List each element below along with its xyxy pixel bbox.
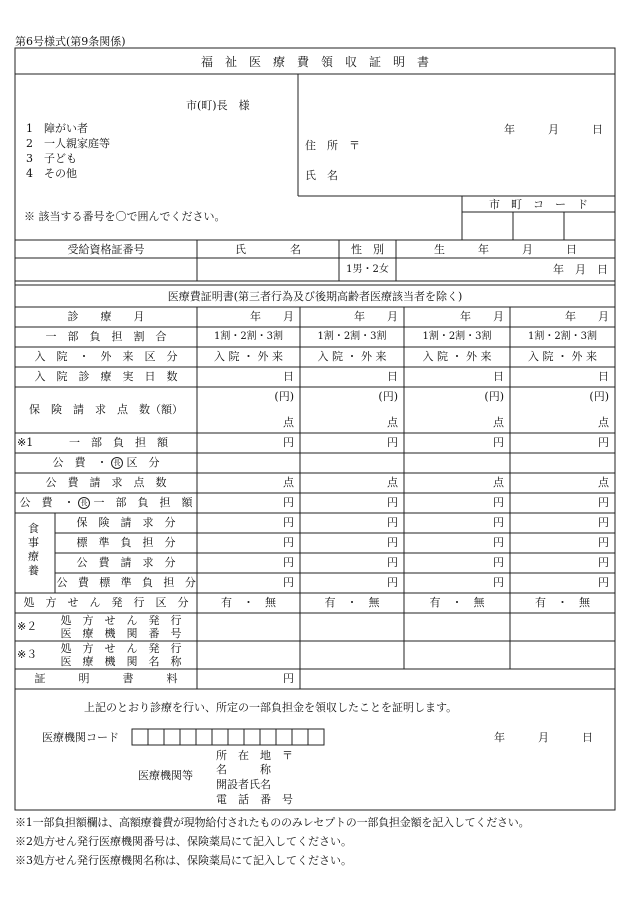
sex-header: 性 別	[351, 243, 384, 256]
note-ref-2: ※２	[17, 620, 38, 633]
institution-name: 名 称	[216, 763, 271, 776]
public-burden-cell[interactable]: 円	[387, 496, 398, 509]
month-cell[interactable]: 年 月	[565, 310, 609, 323]
certify-statement: 上記のとおり診療を行い、所定の一部負担金を領収したことを証明します。	[84, 701, 458, 714]
meal-standard-cell[interactable]: 円	[387, 536, 398, 549]
points-yen-cell[interactable]: (円)	[589, 390, 609, 403]
footnote-1: ※1一部負担額欄は、高額療養費が現物給付されたもののみレセプトの一部負担金額を記入してください。	[15, 816, 530, 829]
burden-cell[interactable]: 円	[493, 436, 504, 449]
public-burden-cell[interactable]: 円	[493, 496, 504, 509]
row-label-rx3-b: 医 療 機 関 名 称	[60, 655, 182, 668]
visit-cell[interactable]: 入 院 ・ 外 来	[528, 350, 597, 363]
name-label: 氏 名	[305, 169, 338, 182]
medical-cert-title: 医療費証明書(第三者行為及び後期高齢者医療該当者を除く)	[167, 290, 463, 303]
sex-value[interactable]: 1男・2女	[346, 264, 389, 275]
meal-group-label: 食事療養	[28, 522, 39, 577]
long-term-mark: 長	[78, 497, 90, 509]
burden-cell[interactable]: 円	[598, 436, 609, 449]
row-label-meal-public-standard: 公 費 標 準 負 担 分	[56, 576, 196, 589]
cert-fee-unit[interactable]: 円	[283, 672, 294, 685]
public-points-cell[interactable]: 点	[493, 476, 504, 489]
row-label-public-points: 公 費 請 求 点 数	[45, 476, 167, 489]
points-cell[interactable]: 点	[493, 416, 504, 429]
ratio-cell[interactable]: 1割・2割・3割	[527, 331, 598, 342]
meal-public-standard-cell[interactable]: 円	[493, 576, 504, 589]
points-yen-cell[interactable]: (円)	[274, 390, 294, 403]
meal-insurance-cell[interactable]: 円	[598, 516, 609, 529]
burden-cell[interactable]: 円	[387, 436, 398, 449]
points-cell[interactable]: 点	[598, 416, 609, 429]
institution-founder: 開設者氏名	[216, 778, 271, 791]
issue-date-label[interactable]: 年 月 日	[504, 123, 603, 136]
city-code-label: 市 町 コ ー ド	[489, 198, 588, 211]
row-label-public-burden: 公 費 ・ 長 一 部 負 担 額	[19, 496, 193, 509]
category-item[interactable]: 2 一人親家庭等	[26, 137, 110, 150]
month-cell[interactable]: 年 月	[354, 310, 398, 323]
rx-issue-cell[interactable]: 有 ・ 無	[429, 596, 485, 609]
form-number: 第6号様式(第9条関係)	[15, 35, 126, 48]
certify-date[interactable]: 年 月 日	[494, 731, 593, 744]
public-points-cell[interactable]: 点	[598, 476, 609, 489]
row-label-rx2-b: 医 療 機 関 番 号	[60, 627, 182, 640]
row-label-rx3-a: 処 方 せ ん 発 行	[60, 642, 182, 655]
meal-standard-cell[interactable]: 円	[493, 536, 504, 549]
category-item[interactable]: 4 その他	[26, 167, 77, 180]
days-cell[interactable]: 日	[598, 370, 609, 383]
public-points-cell[interactable]: 点	[283, 476, 294, 489]
visit-cell[interactable]: 入 院 ・ 外 来	[214, 350, 283, 363]
institution-code-label: 医療機関コード	[42, 731, 119, 744]
public-burden-cell[interactable]: 円	[283, 496, 294, 509]
birth-value[interactable]: 年 月 日	[553, 263, 608, 276]
public-burden-cell[interactable]: 円	[598, 496, 609, 509]
row-label-month: 診 療 月	[67, 310, 145, 323]
days-cell[interactable]: 日	[387, 370, 398, 383]
row-label-meal-insurance: 保 険 請 求 分	[76, 516, 176, 529]
meal-public-standard-cell[interactable]: 円	[283, 576, 294, 589]
burden-cell[interactable]: 円	[283, 436, 294, 449]
ratio-cell[interactable]: 1割・2割・3割	[213, 331, 284, 342]
meal-insurance-cell[interactable]: 円	[493, 516, 504, 529]
days-cell[interactable]: 日	[493, 370, 504, 383]
footnote-3: ※3処方せん発行医療機関名称は、保険薬局にて記入してください。	[15, 854, 352, 867]
row-label-meal-public: 公 費 請 求 分	[76, 556, 176, 569]
recipient-name-header: 氏 名	[235, 243, 301, 256]
category-item[interactable]: 1 障がい者	[26, 122, 88, 135]
note-ref-1: ※1	[17, 436, 34, 449]
ratio-cell[interactable]: 1割・2割・3割	[317, 331, 387, 342]
month-cell[interactable]: 年 月	[460, 310, 504, 323]
institution-label: 医療機関等	[138, 769, 193, 782]
row-label-public-category: 公 費 ・ 長 区 分	[52, 456, 160, 469]
meal-standard-cell[interactable]: 円	[283, 536, 294, 549]
note-ref-3: ※３	[17, 648, 38, 661]
points-cell[interactable]: 点	[387, 416, 398, 429]
public-points-cell[interactable]: 点	[387, 476, 398, 489]
ratio-cell[interactable]: 1割・2割・3割	[422, 331, 492, 342]
visit-cell[interactable]: 入 院 ・ 外 来	[422, 350, 492, 363]
birth-header: 生 年 月 日	[434, 243, 577, 256]
row-label-cert-fee: 証 明 書 料	[34, 672, 178, 685]
circle-note: ※ 該当する番号を〇で囲んでください。	[24, 210, 226, 223]
row-label-rx2-a: 処 方 せ ん 発 行	[60, 614, 182, 627]
visit-cell[interactable]: 入 院 ・ 外 来	[317, 350, 387, 363]
meal-public-cell[interactable]: 円	[493, 556, 504, 569]
footnote-2: ※2処方せん発行医療機関番号は、保険薬局にて記入してください。	[15, 835, 352, 848]
row-label-days: 入 院 診 療 実 日 数	[34, 370, 178, 383]
cert-number-header: 受給資格証番号	[67, 243, 145, 256]
meal-public-cell[interactable]: 円	[283, 556, 294, 569]
days-cell[interactable]: 日	[283, 370, 294, 383]
long-term-mark: 長	[111, 457, 123, 469]
row-label-visit: 入 院 ・ 外 来 区 分	[34, 350, 178, 363]
address-label: 住 所 〒	[305, 139, 360, 152]
meal-insurance-cell[interactable]: 円	[387, 516, 398, 529]
addressee: 市(町)長 様	[186, 99, 250, 112]
row-label-burden: 一 部 負 担 額	[69, 436, 168, 449]
institution-phone: 電 話 番 号	[216, 793, 293, 806]
institution-address: 所 在 地 〒	[216, 749, 293, 762]
meal-public-cell[interactable]: 円	[387, 556, 398, 569]
rx-issue-cell[interactable]: 有 ・ 無	[535, 596, 590, 609]
points-cell[interactable]: 点	[283, 416, 294, 429]
category-item[interactable]: 3 子ども	[26, 152, 77, 165]
meal-insurance-cell[interactable]: 円	[283, 516, 294, 529]
meal-public-standard-cell[interactable]: 円	[387, 576, 398, 589]
meal-standard-cell[interactable]: 円	[598, 536, 609, 549]
meal-public-standard-cell[interactable]: 円	[598, 576, 609, 589]
row-label-points: 保 険 請 求 点 数（額）	[29, 403, 183, 416]
page-title: 福 祉 医 療 費 領 収 証 明 書	[200, 55, 429, 69]
rx-issue-cell[interactable]: 有 ・ 無	[221, 596, 276, 609]
row-label-meal-standard: 標 準 負 担 分	[76, 536, 176, 549]
rx-issue-cell[interactable]: 有 ・ 無	[324, 596, 380, 609]
points-yen-cell[interactable]: (円)	[378, 390, 398, 403]
meal-public-cell[interactable]: 円	[598, 556, 609, 569]
month-cell[interactable]: 年 月	[250, 310, 294, 323]
row-label-ratio: 一 部 負 担 割 合	[45, 330, 167, 343]
points-yen-cell[interactable]: (円)	[484, 390, 504, 403]
row-label-rx-issue: 処 方 せ ん 発 行 区 分	[23, 596, 189, 609]
